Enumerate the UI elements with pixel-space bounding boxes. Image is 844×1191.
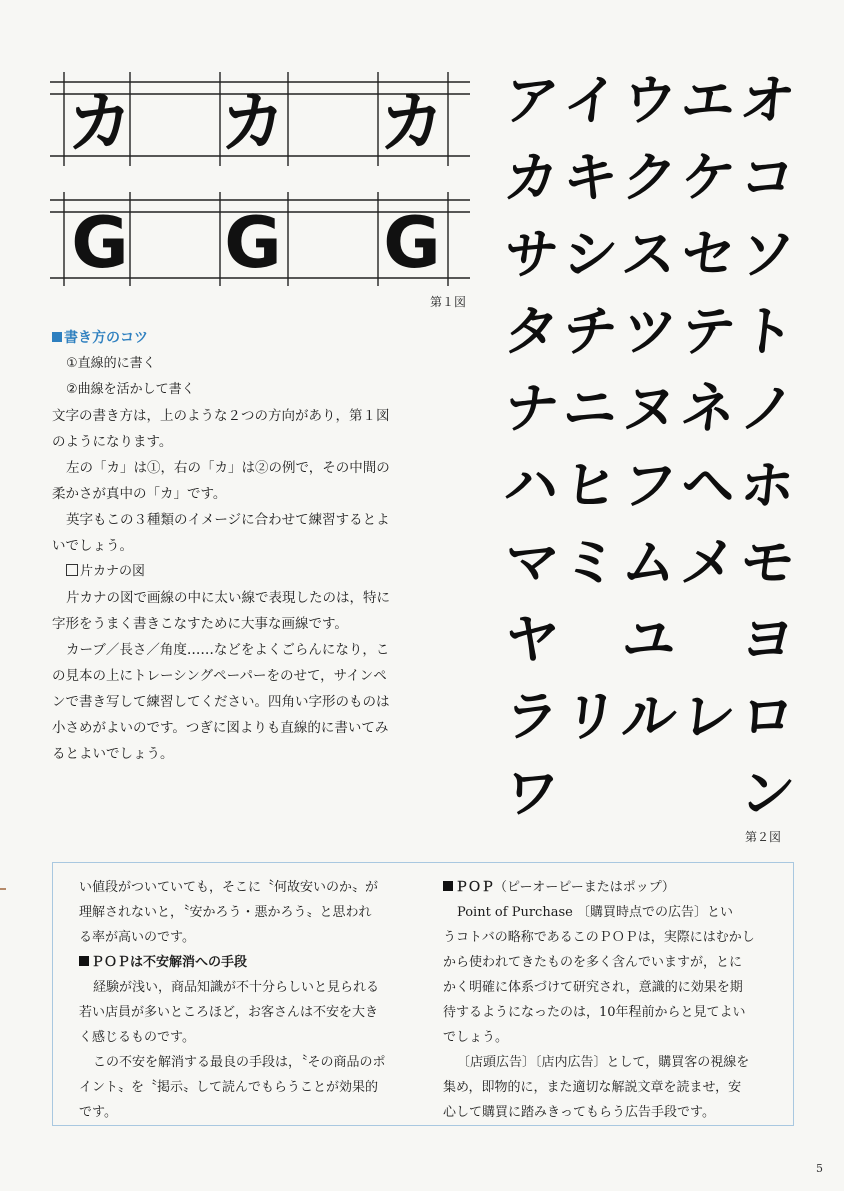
katakana-char: フ [619,454,680,517]
paragraph-line: いでしょう。 [52,538,133,554]
katakana-char [557,755,624,832]
katakana-char: ユ [619,608,680,671]
glyph-g-middle: G [224,202,282,284]
paragraph-line: この不安を解消する最良の手段は，〝その商品のポ [93,1055,386,1070]
katakana-char: ヤ [501,608,562,671]
square-bullet-icon [52,332,62,342]
hollow-square-icon [66,564,78,576]
paragraph-line: イント〟を〝掲示〟して読んでもらうことが効果的 [79,1080,379,1095]
page-number: 5 [816,1162,823,1175]
katakana-char [675,601,742,678]
katakana-subheading: 片カナの図 [52,559,412,585]
paragraph-line: 柔かさが真中の「カ」です。 [52,486,227,502]
katakana-row [502,370,802,447]
paragraph-line: 経験が浅い，商品知識が不十分らしいと見られる [93,980,380,995]
katakana-char: マ [501,531,562,594]
katakana-char: ソ [737,223,798,286]
katakana-char: ケ [678,146,739,209]
paragraph-line: 〔店頭広告〕〔店内広告〕として，購買客の視線を [457,1055,750,1070]
katakana-char: イ [560,69,621,132]
pop-definition-column [443,875,773,1125]
pop-anxiety-column [79,875,419,1125]
paragraph-line: Point of Purchase 〔購買時点での広告〕とい [457,905,733,920]
glyph-ka-curved: カ [379,84,445,161]
katakana-row [502,447,802,524]
katakana-char: ラ [501,685,562,748]
paragraph-line: 字形をうまく書きこなすために大事な画線です。 [52,616,348,632]
paragraph-line: うコトバの略称であるこのＰＯＰは，実際にはむかし [443,930,755,945]
katakana-char: シ [560,223,621,286]
glyph-ka-straight: カ [67,84,133,161]
katakana-char: ナ [501,377,562,440]
katakana-char: リ [560,685,621,748]
katakana-char: ン [737,762,798,825]
katakana-chart [502,62,802,842]
figure-2-caption: 第２図 [745,830,782,844]
glyph-g-curved: G [383,202,441,284]
paragraph-line: 若い店員が多いところほど，お客さんは不安を大き [79,1005,379,1020]
katakana-char: ホ [737,454,798,517]
column-heading: ＰＯＰ（ピーオーピーまたはポップ） [443,875,773,900]
katakana-char: コ [737,146,798,209]
katakana-row [502,139,802,216]
katakana-char: ロ [737,685,798,748]
paragraph-line: カーブ／長さ／角度……などをよくごらんになり，こ [66,642,390,658]
katakana-row [502,293,802,370]
paragraph-line: く感じるものです。 [79,1030,195,1045]
paragraph-line: 心して購買に踏みきってもらう広告手段です。 [443,1105,715,1120]
katakana-char: ヘ [678,454,739,517]
katakana-char: ル [619,685,680,748]
katakana-row [502,601,802,678]
katakana-char: カ [501,146,562,209]
katakana-char: ク [619,146,680,209]
katakana-char: ノ [737,377,798,440]
square-bullet-icon [79,956,89,966]
katakana-char: キ [560,146,621,209]
paragraph-line: の見本の上にトレーシングペーパーをのせて，サインペ [52,668,387,684]
katakana-char: ハ [501,454,562,517]
katakana-row [502,678,802,755]
katakana-char: レ [678,685,739,748]
katakana-row [502,755,802,832]
tip-curved: ②曲線を活かして書く [66,382,195,397]
katakana-char: ワ [501,762,562,825]
tip-straight: ①直線的に書く [66,356,156,371]
katakana-char: ヌ [619,377,680,440]
katakana-char: ム [619,531,680,594]
katakana-char: ネ [678,377,739,440]
katakana-char: エ [678,69,739,132]
figure-1-caption: 第１図 [430,295,467,309]
katakana-char: モ [737,531,798,594]
column-heading: ＰＯＰは不安解消への手段 [79,950,419,975]
katakana-char: ス [619,223,680,286]
paragraph-line: 待するようになったのは，10年程前からと見てよい [443,1005,746,1020]
katakana-char: ヨ [737,608,798,671]
katakana-char: ウ [619,69,680,132]
katakana-row [502,524,802,601]
katakana-char [675,755,742,832]
writing-tips-section [52,325,412,767]
katakana-row [502,216,802,293]
paragraph-line: る率が高いのです。 [79,930,195,945]
paragraph-line: い値段がついていても，そこに〝何故安いのか〟が [79,880,379,895]
katakana-char: チ [560,300,621,363]
paragraph-line: 小さめがよいのです。つぎに図よりも直線的に書いてみ [52,720,389,736]
katakana-char: ツ [619,300,680,363]
katakana-row [502,62,802,139]
katakana-char: サ [501,223,562,286]
paragraph-line: のようになります。 [52,434,173,450]
square-bullet-icon [443,881,453,891]
paragraph-line: 文字の書き方は，上のような２つの方向があり，第１図 [52,408,390,424]
paragraph-line: から使われてきたものを多く含んでいますが，とに [443,955,743,970]
katakana-char [557,601,624,678]
paragraph-line: 左の「カ」は①，右の「カ」は②の例で，その中間の [66,460,390,476]
paragraph-line: 集め，即物的に，また適切な解説文章を読ませ，安 [443,1080,742,1095]
paragraph-line: かく明確に体系づけて研究され，意識的に効果を期 [443,980,743,995]
katakana-char: オ [737,69,798,132]
paragraph-line: です。 [79,1105,117,1120]
katakana-char: ト [737,300,798,363]
glyph-g-straight: G [71,202,129,284]
paragraph-line: るとよいでしょう。 [52,746,174,762]
katakana-char: テ [678,300,739,363]
katakana-char: ミ [560,531,621,594]
katakana-char: ヒ [560,454,621,517]
katakana-char: タ [501,300,562,363]
paragraph-line: ンで書き写して練習してください。四角い字形のものは [52,694,390,710]
glyph-ka-middle: カ [220,84,286,161]
katakana-char: ニ [560,377,621,440]
pop-info-box [52,862,794,1126]
katakana-char: セ [678,223,739,286]
katakana-char: ア [501,69,562,132]
figure-1 [50,68,470,288]
paragraph-line: 英字もこの３種類のイメージに合わせて練習するとよ [66,512,390,528]
binding-mark [0,888,6,890]
katakana-char: メ [678,531,739,594]
section-heading: 書き方のコツ [52,325,412,351]
paragraph-line: でしょう。 [443,1030,509,1045]
katakana-char [616,755,683,832]
paragraph-line: 理解されないと，〝安かろう・悪かろう〟と思われ [79,905,372,920]
paragraph-line: 片カナの図で画線の中に太い線で表現したのは，特に [66,590,390,606]
